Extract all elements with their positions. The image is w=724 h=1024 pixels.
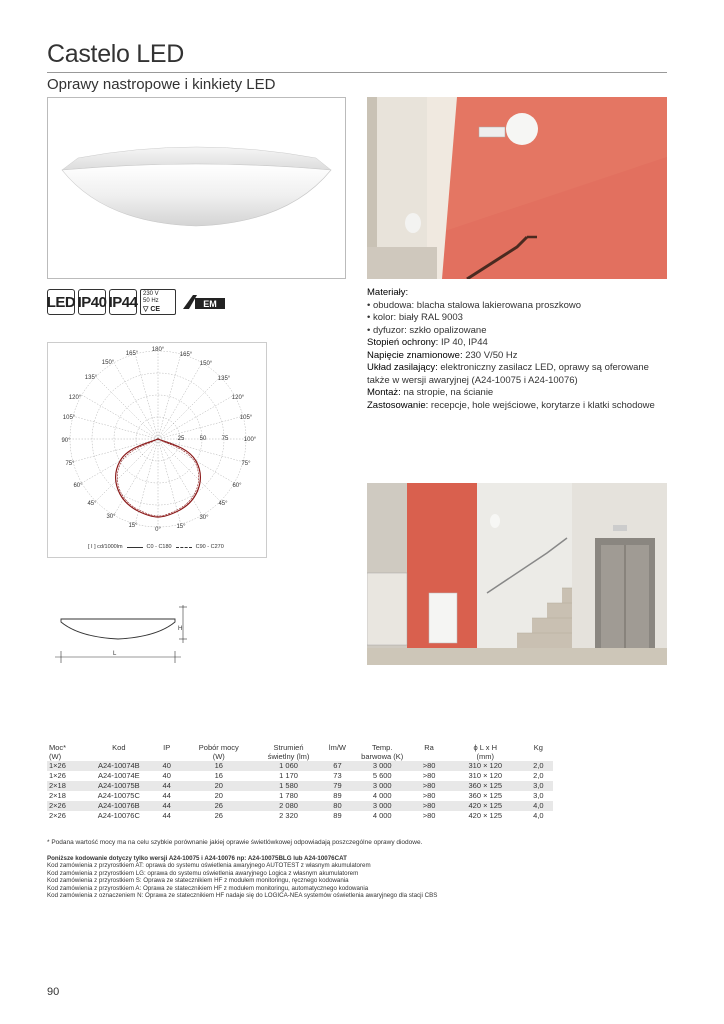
angle-label: 45° [87, 501, 97, 507]
led-badge: LED [47, 289, 75, 315]
col-power-consumption: Pobór mocy (W) [198, 743, 239, 761]
note-line: Kod zamówienia z przyrostkiem AT: oprawa do systemu oświetlenia awaryjnego AUTOTEST z własnym akumulatorem [47, 862, 371, 870]
product-table [47, 743, 553, 821]
legend-c90-label: C90 - C270 [195, 544, 224, 550]
angle-label: 100° [243, 437, 257, 443]
polar-grid-ray [96, 377, 158, 439]
table-row: 1×26 A24-10074B 40 16 1 060 67 3 000 >80 310 × 120 2,0 [47, 761, 553, 771]
angle-label: 0° [155, 527, 161, 533]
certification-badges [47, 289, 229, 315]
radial-label: 75 [221, 436, 229, 442]
polar-grid-ray [158, 439, 243, 462]
col-ip: IP [163, 743, 171, 752]
col-dimensions: ϕ L x H (mm) [473, 743, 498, 761]
angle-label: 105° [62, 415, 76, 421]
ip40-badge: IP40 [78, 289, 106, 315]
polar-legend [88, 544, 224, 550]
radial-label: 50 [199, 436, 207, 442]
installation-photo-staircase [367, 483, 667, 665]
polar-grid-ray [158, 377, 220, 439]
height-label: H [178, 626, 183, 632]
power-supply-spec: Układ zasilający: elektroniczny zasilacz LED, oprawy są oferowane także w wersji awaryjnej (A24-10075 i A24-10076) [367, 362, 649, 386]
angle-label: 60° [232, 483, 242, 489]
legend-solid-line-icon [127, 547, 143, 548]
angle-label: 180° [151, 347, 165, 353]
dimension-drawing [47, 603, 197, 663]
voltage-spec: Napięcie znamionowe: 230 V/50 Hz [367, 349, 518, 361]
photometric-polar-diagram [47, 342, 267, 558]
table-row: 2×26 A24-10076C 44 26 2 320 89 4 000 >80 420 × 125 4,0 [49, 811, 544, 820]
angle-label: 75° [241, 461, 251, 467]
material-item: • kolor: biały RAL 9003 [367, 312, 463, 323]
col-power: Moc* (W) [49, 743, 67, 761]
page-number: 90 [47, 986, 60, 998]
polar-grid-ray [82, 395, 158, 439]
protection-spec: Stopień ochrony: IP 40, IP44 [367, 337, 488, 348]
table-row: 2×18 A24-10075C 44 20 1 780 89 4 000 >80 360 × 125 3,0 [49, 791, 544, 800]
notes-heading: Poniższe kodowanie dotyczy tylko wersji A24-10075 i A24-10076 np: A24-10075BLG lub A24-10076CAT [47, 855, 347, 862]
col-weight: Kg [533, 743, 543, 752]
angle-label: 105° [239, 415, 253, 421]
polar-grid-ray [158, 439, 220, 501]
ce-mark-icon: ▽ CE [143, 306, 161, 313]
angle-label: 135° [84, 375, 98, 381]
angle-label: 75° [65, 461, 75, 467]
voltage-label: 230 V [143, 291, 159, 297]
angle-label: 120° [231, 395, 245, 401]
note-line: Kod zamówienia z oznaczeniem N: Oprawa ze statecznikiem HF nadaje się do LOGICA-NEA systemów oświetlenia awaryjnego dla stacji CBS [47, 892, 438, 900]
table-row: 2×18 A24-10075B 44 20 1 580 79 3 000 >80 360 × 125 3,0 [47, 781, 553, 791]
angle-label: 60° [73, 483, 83, 489]
polar-grid-ray [114, 439, 158, 515]
angle-label: 30° [106, 514, 116, 520]
lamp-illustration [48, 98, 345, 278]
angle-label: 120° [68, 395, 82, 401]
col-code: Kod [112, 743, 126, 752]
table-row: 2×26 A24-10076B 44 26 2 080 80 3 000 >80 420 × 125 4,0 [47, 801, 553, 811]
electrical-spec-badge [140, 289, 176, 315]
col-ra: Ra [424, 743, 434, 752]
polar-grid-ray [158, 363, 202, 439]
frequency-label: 50 Hz [143, 298, 159, 304]
col-flux: Strumień świetlny (lm) [267, 743, 310, 761]
ordering-notes [47, 855, 437, 899]
legend-unit: [ I ] cd/1000lm [88, 544, 123, 550]
note-line: Kod zamówienia z przyrostkiem A: Oprawa ze statecznikiem HF z modułem monitoringu, automatycznego kodowania [47, 884, 369, 892]
application-spec: Zastosowanie: recepcje, hole wejściowe, korytarze i klatki schodowe [367, 399, 655, 411]
table-row: 1×26 A24-10074E 40 16 1 170 73 5 600 >80 310 × 120 2,0 [49, 771, 544, 780]
materials-label: Materiały: [367, 287, 409, 298]
angle-label: 15° [128, 523, 138, 529]
ip44-badge: IP44 [109, 289, 137, 315]
material-item: • dyfuzor: szkło opalizowane [367, 324, 487, 336]
legend-dashed-line-icon [176, 547, 192, 548]
material-item: • obudowa: blacha stalowa lakierowana proszkowo [367, 299, 582, 311]
angle-label: 135° [217, 376, 231, 382]
table-header-row [47, 743, 553, 761]
length-label: L [113, 651, 117, 657]
product-specifications [367, 287, 667, 412]
angle-label: 150° [199, 361, 213, 367]
title-rule [47, 72, 667, 73]
page-subtitle: Oprawy nastropowe i kinkiety LED [47, 76, 276, 93]
angle-label: 150° [101, 360, 115, 366]
page-title: Castelo LED [47, 40, 185, 68]
mounting-spec: Montaż: na stropie, na ścianie [367, 387, 494, 398]
svg-text:EM: EM [203, 299, 217, 309]
angle-label: 45° [218, 501, 228, 507]
power-footnote: * Podana wartość mocy ma na celu szybkie porównanie jakiej oprawie świetlówkowej odpowiadają poszczególne oprawy diodowe. [47, 839, 423, 846]
installation-photo-corridor [367, 97, 667, 279]
col-temperature: Temp. barwowa (K) [361, 743, 404, 761]
angle-label: 15° [176, 524, 186, 530]
note-line: Kod zamówienia z przyrostkiem LG: oprawa do systemu oświetlenia awaryjnego Logica z własnym akumulatorem [47, 869, 359, 877]
angle-label: 165° [125, 351, 139, 357]
radial-label: 25 [177, 436, 185, 442]
col-efficacy: lm/W [328, 743, 346, 752]
angle-label: 30° [199, 515, 209, 521]
legend-c0-label: C0 - C180 [146, 544, 172, 550]
polar-grid-ray [158, 354, 181, 439]
polar-grid-ray [73, 416, 158, 439]
polar-grid-ray [96, 439, 158, 501]
angle-label: 90° [61, 438, 71, 444]
note-line: Kod zamówienia z przyrostkiem S: Oprawa ze statecznikiem HF z modułem monitoringu, ręcznego kodowania [47, 877, 349, 885]
product-image [47, 97, 346, 279]
manufacturer-logo [179, 289, 229, 315]
angle-label: 165° [179, 352, 193, 358]
